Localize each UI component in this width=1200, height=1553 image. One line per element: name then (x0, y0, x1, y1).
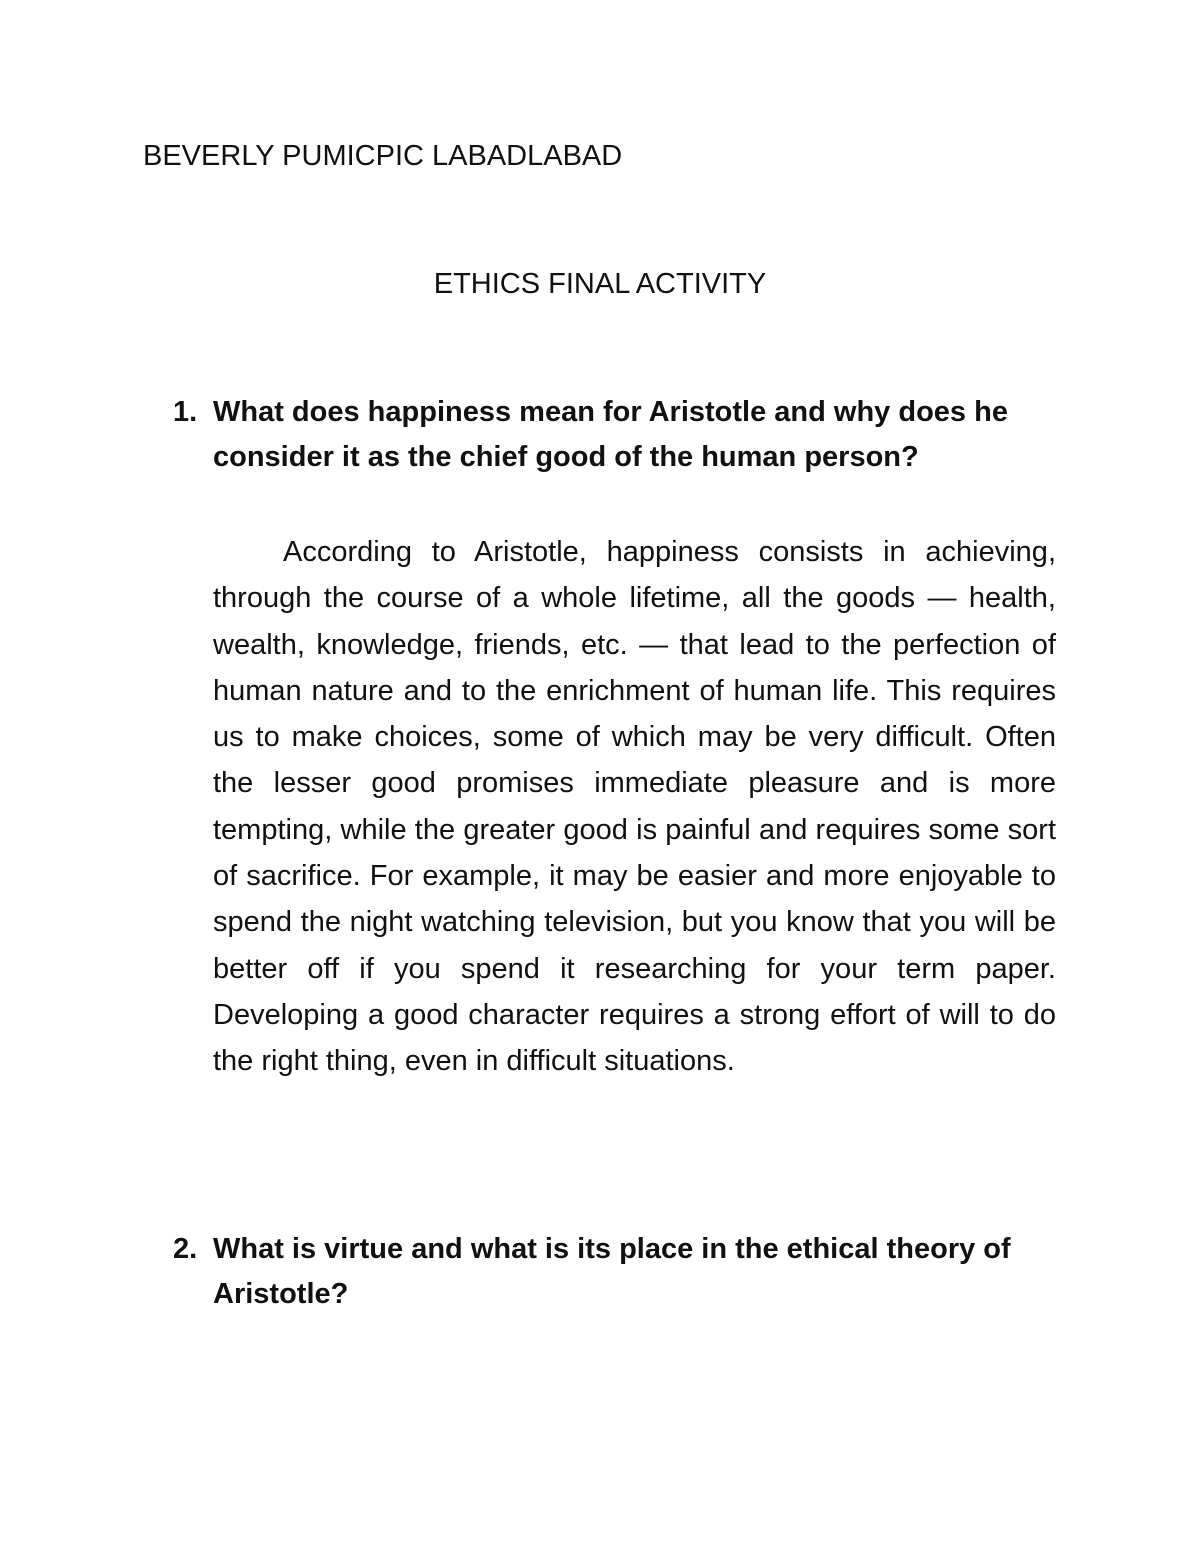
question-2 (173, 1227, 1058, 1317)
answer-1: According to Aristotle, happiness consists in achieving, through the course of a whole lifetime, all the goods — health, wealth, knowledge, friends, etc. — that lead to the perfection of human nature and to the enrichment of human life. This requires us to make choices, some of which may be very difficult. Often the lesser good promises immediate pleasure and is more tempting, while the greater good is painful and requires some sort of sacrifice. For example, it may be easier and more enjoyable to spend the night watching television, but you know that you will be better off if you spend it researching for your term paper. Developing a good character requires a strong effort of will to do the right thing, even in difficult situations. (213, 536, 1056, 1078)
question-text: What does happiness mean for Aristotle and why does he consider it as the chief good of the human person? (213, 396, 1008, 473)
question-1 (173, 390, 1058, 480)
author-name: BEVERLY PUMICPIC LABADLABAD (143, 140, 623, 172)
question-text: What is virtue and what is its place in the ethical theory of Aristotle? (213, 1233, 1011, 1310)
document-title: ETHICS FINAL ACTIVITY (433, 268, 767, 300)
question-number: 2. (173, 1233, 198, 1265)
question-number: 1. (173, 396, 198, 428)
